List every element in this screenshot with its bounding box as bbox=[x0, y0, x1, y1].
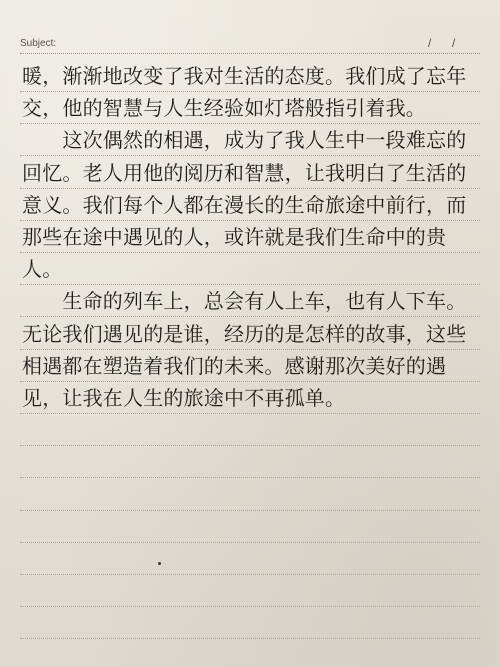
paragraph-2: 这次偶然的相遇，成为了我人生中一段难忘的回忆。老人用他的阅历和智慧，让我明白了生活的意义。我们每个人都在漫长的生命旅途中前行，而那些在途中遇见的人，或许就是我们生命中的贵人。 bbox=[22, 128, 467, 282]
date-separator-1: / bbox=[428, 36, 432, 50]
subject-label: Subject: bbox=[20, 38, 57, 49]
header-rule bbox=[20, 53, 480, 54]
paragraph-1: 暖，渐渐地改变了我对生活的态度。我们成了忘年交，他的智慧与人生经验如灯塔般指引着我。 bbox=[22, 64, 467, 121]
handwritten-body bbox=[22, 60, 482, 414]
rule-line bbox=[20, 638, 480, 639]
rule-line bbox=[20, 606, 480, 607]
ink-dot bbox=[158, 562, 161, 565]
rule-line bbox=[20, 477, 480, 478]
rule-line bbox=[20, 510, 480, 511]
paragraph-3: 生命的列车上，总会有人上车，也有人下车。无论我们遇见的是谁，经历的是怎样的故事，这些相遇都在塑造着我们的未来。感谢那次美好的遇见，让我在人生的旅途中不再孤单。 bbox=[22, 289, 467, 411]
rule-line bbox=[20, 542, 480, 543]
rule-line bbox=[20, 445, 480, 446]
rule-line bbox=[20, 574, 480, 575]
date-separator-2: / bbox=[452, 36, 456, 50]
page-header bbox=[0, 0, 500, 60]
